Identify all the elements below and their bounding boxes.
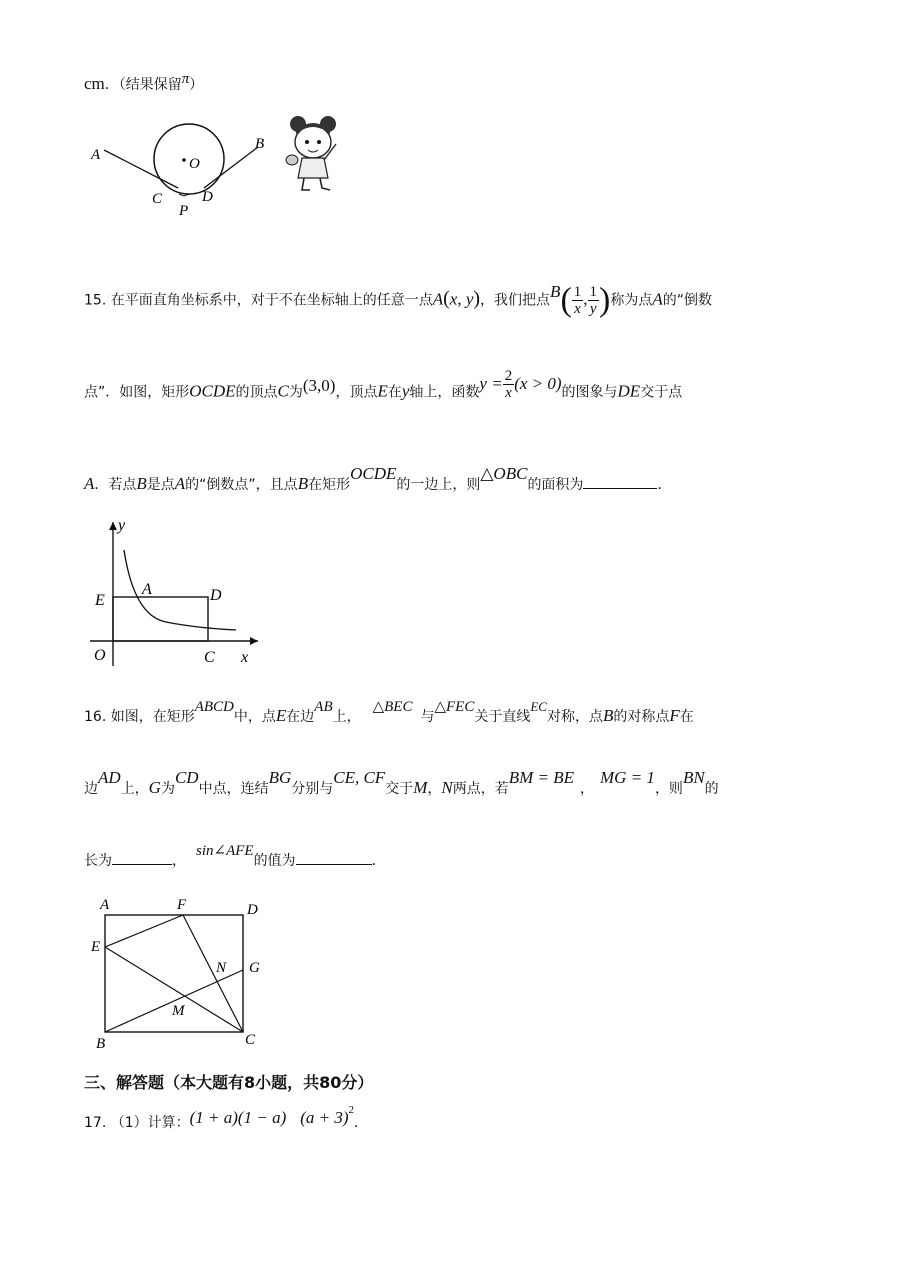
- q16-fig-E: E: [91, 939, 101, 955]
- q15-text-11: 的图象与: [561, 384, 618, 401]
- q16-text-11: 上，: [120, 781, 149, 797]
- q15-C: C: [277, 381, 289, 401]
- q16-G: G: [148, 778, 161, 797]
- q16-text-20: 的: [704, 781, 719, 797]
- q15-ocde: OCDE: [189, 381, 236, 401]
- q15-B-2: B: [136, 474, 147, 493]
- q15-fig-C: C: [204, 649, 215, 666]
- q15-DE: DE: [617, 381, 641, 401]
- q16-fig-M: M: [172, 1003, 185, 1019]
- q16-BG: BG: [268, 768, 292, 787]
- q14-label-D: D: [202, 189, 213, 205]
- q16-text-6: 关于直线: [474, 709, 531, 725]
- q14-label-C: C: [152, 191, 163, 207]
- q16-MG-eq-1: MG = 1: [600, 768, 655, 787]
- q15-text-7: 为: [288, 384, 303, 401]
- q15-xy: x, y: [449, 289, 474, 309]
- q16-fig-F: F: [177, 897, 187, 913]
- q15-y-axis: y: [401, 381, 410, 401]
- q15-E: E: [377, 381, 388, 401]
- q15-triangle-OBC: △OBC: [480, 464, 528, 483]
- section-3-title: 三、解答题（本大题有8小题，共80分）: [84, 1073, 374, 1092]
- q16-N: N: [441, 778, 453, 797]
- q16-text-2: 中，点: [233, 709, 276, 725]
- q15-point-B: B: [550, 281, 561, 301]
- q15-func-frac: $\frac{2}{x}$: [504, 368, 513, 401]
- q15-text-1: 在平面直角坐标系中，对于不在坐标轴上的任意一点: [110, 292, 433, 309]
- q15-text-3: 称为点: [610, 292, 653, 309]
- q16-fig-A: A: [100, 897, 110, 913]
- q15-text-15: 的“倒数点”，且点: [185, 477, 298, 493]
- q16-figure: [88, 894, 268, 1054]
- q15-text-18: 的面积为: [527, 477, 584, 493]
- q15-fig-O: O: [94, 647, 106, 664]
- q16-EC: EC: [530, 699, 547, 714]
- q17-expression-1: (1 + a)(1 − a): [189, 1108, 287, 1127]
- q16-text-19: ，则: [654, 781, 683, 797]
- q16-CD: CD: [174, 768, 199, 787]
- q15-text-14: 是点: [146, 477, 175, 493]
- q17-part-1: （1）计算：: [110, 1115, 190, 1131]
- q16-text-4: 上，: [332, 709, 361, 725]
- q16-F: F: [669, 706, 680, 725]
- q16-AB: AB: [314, 699, 333, 715]
- q15-answer-blank[interactable]: [583, 474, 657, 489]
- q14-pi: π: [181, 71, 190, 87]
- q16-BM-eq-BE: BM = BE: [508, 768, 575, 787]
- q15-figure: [86, 516, 266, 670]
- q16-text-10: 边: [84, 781, 98, 797]
- q16-text-23: 的值为: [253, 853, 296, 869]
- q15-B-3: B: [297, 474, 309, 493]
- q17-line1: 17. （1）计算：(1 + a)(1 − a) $(a + 3)^2$．: [84, 1104, 369, 1131]
- q16-BN: BN: [682, 768, 705, 787]
- q16-text-9: 在: [679, 709, 694, 725]
- q16-text-1: 如图，在矩形: [110, 709, 195, 725]
- q16-text-18: ，: [580, 781, 595, 797]
- q16-ABCD: ABCD: [194, 699, 234, 715]
- q15-text-10: 轴上，函数: [409, 384, 480, 401]
- q15-text-13: ．若点: [94, 477, 137, 493]
- q15-fig-E: E: [95, 592, 105, 609]
- q15-text-17: 的一边上，则: [396, 477, 481, 493]
- q16-text-8: 的对称点: [613, 709, 670, 725]
- q16-text-22: ，: [172, 853, 186, 869]
- q16-text-21: 长为: [84, 853, 112, 869]
- q16-fig-D: D: [247, 902, 258, 918]
- q15-line1: 15. 在平面直角坐标系中，对于不在坐标轴上的任意一点A(x, y)，我们把点B( $\frac{1}{x}$ , $\frac{1}{y}$ )称为点A的“倒数: [84, 281, 712, 319]
- q16-line2: [84, 768, 719, 799]
- q16-E: E: [275, 706, 287, 725]
- q16-text-3: 在边: [286, 709, 315, 725]
- q14-label-P: P: [179, 203, 189, 219]
- q16-number: 16.: [84, 709, 107, 725]
- q16-line3: 长为 ，sin∠AFE的值为 ．: [84, 843, 386, 869]
- q16-sin-AFE: sin∠AFE: [196, 843, 254, 859]
- q15-text-12: 交于点: [640, 384, 683, 401]
- q14-label-O: O: [189, 156, 200, 172]
- q15-text-6: 的顶点: [235, 384, 278, 401]
- q15-point-A: A: [432, 289, 444, 309]
- q16-fig-C: C: [245, 1032, 256, 1048]
- q15-A-2: A: [84, 474, 95, 493]
- q15-line2: [84, 368, 683, 409]
- q16-AD: AD: [98, 768, 121, 787]
- q15-c-coord: (3,0): [302, 375, 336, 395]
- q15-frac-1x: $\frac{1}{x}$: [573, 284, 582, 317]
- q14-answer-line: [84, 71, 204, 95]
- q15-text-8: ，顶点: [335, 384, 378, 401]
- q15-fig-x: x: [241, 649, 249, 666]
- q15-text-16: 在矩形: [308, 477, 351, 493]
- q16-text-16: ，: [427, 781, 442, 797]
- q15-ocde-2: OCDE: [350, 464, 397, 483]
- q16-text-7: 对称，点: [546, 709, 603, 725]
- q15-func-y: y =: [479, 373, 503, 393]
- q16-M: M: [413, 778, 428, 797]
- q15-fig-y: y: [118, 517, 126, 534]
- q14-note: ．（结果保留: [104, 77, 182, 93]
- q16-text-14: 分别与: [291, 781, 334, 797]
- q16-text-13: 中点，连结: [198, 781, 269, 797]
- q15-text-2: ，我们把点: [480, 292, 551, 309]
- q15-line3: A．若点B是点A的“倒数点”，且点B在矩形OCDE的一边上，则△OBC的面积为 ．: [84, 464, 672, 493]
- q14-label-B: B: [255, 136, 265, 152]
- q16-triangle-FEC: △FEC: [434, 699, 475, 715]
- q15-rectangle: [113, 597, 208, 641]
- q16-triangle-BEC: △BEC: [372, 699, 413, 715]
- q16-B: B: [602, 706, 614, 725]
- q14-unit: cm: [84, 74, 105, 93]
- q15-A-3: A: [174, 474, 186, 493]
- q16-answer-blank-1[interactable]: [112, 850, 172, 865]
- q16-line1: [84, 699, 694, 727]
- q16-text-17: 两点，若: [452, 781, 509, 797]
- q15-fig-A: A: [142, 581, 152, 598]
- q15-func-cond: (x > 0): [514, 373, 562, 393]
- q16-text-5: 与: [420, 709, 435, 725]
- q14-close: ）: [189, 77, 204, 93]
- q17-exponent: 2: [348, 1104, 355, 1116]
- q14-figure: [86, 112, 356, 222]
- cartoon-girl-illustration: [286, 116, 336, 190]
- q15-fig-D: D: [210, 587, 222, 604]
- q16-fig-N: N: [216, 960, 227, 976]
- q17-number: 17.: [84, 1115, 107, 1131]
- q16-text-15: 交于: [385, 781, 414, 797]
- q15-text-4: 的“倒数: [662, 292, 712, 309]
- q15-text-5: 点”．如图，矩形: [84, 384, 190, 401]
- q15-frac-1y: $\frac{1}{y}$: [589, 284, 598, 317]
- q15-A-ref: A: [652, 289, 663, 309]
- q15-number: 15.: [84, 292, 107, 309]
- q16-text-12: 为: [160, 781, 175, 797]
- q16-fig-G: G: [249, 960, 260, 976]
- q17-expression-2: (a + 3): [300, 1108, 349, 1127]
- q16-CE-CF: CE, CF: [333, 768, 386, 787]
- q16-answer-blank-2[interactable]: [296, 850, 372, 865]
- q16-fig-B: B: [96, 1036, 106, 1052]
- q15-text-9: 在: [387, 384, 402, 401]
- q14-label-A: A: [91, 147, 101, 163]
